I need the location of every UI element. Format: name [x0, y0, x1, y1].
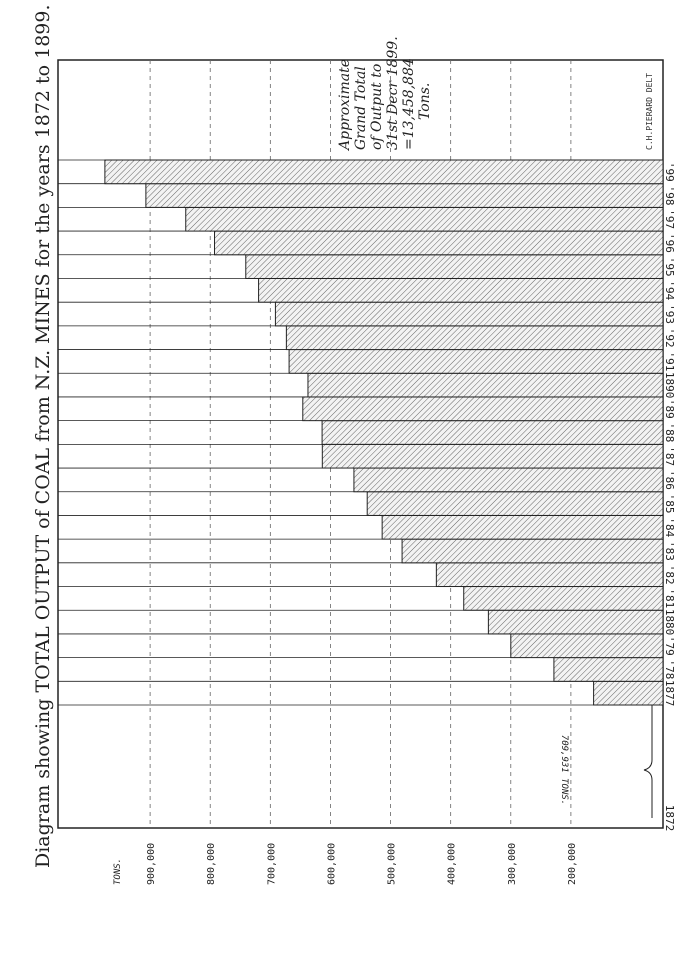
grand-total-line-2: Grand Total	[353, 66, 369, 150]
bar-96	[215, 231, 663, 255]
bar-86	[354, 468, 663, 492]
year-label: '95	[663, 256, 676, 277]
grand-total-line-5: =13,458,884	[401, 58, 417, 150]
bar-88	[322, 421, 663, 445]
chart-title: Diagram showing TOTAL OUTPUT of COAL from N.Z. MINES for the years 1872 to 1899.	[32, 4, 54, 868]
bar-1890	[308, 373, 663, 397]
x-tick-labels	[146, 843, 578, 885]
x-tick-label: 900,000	[146, 842, 158, 885]
year-label: 1880	[663, 608, 676, 636]
year-label: '84	[663, 517, 676, 538]
bar-78	[554, 658, 663, 682]
year-label: '83	[663, 541, 676, 561]
year-label: '97	[663, 209, 676, 230]
bar-85	[367, 492, 663, 516]
year-label: '88	[663, 422, 676, 443]
bar-92	[286, 326, 663, 350]
bar-83	[402, 539, 663, 563]
year-label: '92	[663, 327, 676, 348]
year-label: '99	[663, 161, 676, 182]
year-label: '94	[663, 280, 676, 301]
x-tick-label: 500,000	[386, 842, 398, 885]
year-label: 1872	[663, 804, 676, 832]
bar-93	[275, 302, 663, 326]
year-label: '85	[663, 493, 676, 514]
year-label: 1890	[663, 371, 676, 399]
bar-97	[186, 207, 663, 231]
grand-total-line-4: 31st Decr 1899.	[385, 36, 401, 150]
bar-99	[105, 160, 663, 184]
bar-94	[259, 278, 663, 302]
year-label: '91	[663, 351, 676, 372]
x-tick-label: 300,000	[506, 842, 518, 885]
bar-82	[436, 563, 663, 587]
year-label: '82	[663, 564, 676, 585]
year-label: 1877	[663, 679, 676, 707]
bar-91	[289, 350, 663, 374]
year-label: '87	[663, 446, 676, 467]
bar-84	[382, 515, 663, 539]
x-tick-label: 200,000	[566, 842, 578, 885]
year-label: '81	[663, 588, 676, 609]
year-label: '93	[663, 304, 676, 324]
year-label: '89	[663, 398, 676, 419]
bar-1880	[488, 610, 663, 634]
year-labels	[663, 162, 676, 831]
bar-81	[464, 587, 663, 611]
year-label: '86	[663, 469, 676, 490]
bar-87	[322, 444, 663, 468]
x-tick-label: 400,000	[446, 842, 458, 885]
gap-annotation: 709,931 TONS.	[559, 734, 569, 806]
x-tick-label: 800,000	[206, 842, 218, 885]
bar-1877	[594, 681, 663, 705]
credit-text: C.H.PIERARD DELT	[645, 72, 654, 150]
unit-label: TONS.	[113, 857, 123, 885]
bars	[58, 160, 663, 705]
bar-79	[511, 634, 663, 658]
x-tick-label: 600,000	[326, 842, 338, 885]
bar-95	[246, 255, 663, 279]
grand-total-line-1: Approximate	[337, 58, 353, 150]
year-label: '96	[663, 232, 676, 253]
year-label: '79	[663, 635, 676, 656]
year-label: '78	[663, 659, 676, 680]
bar-89	[303, 397, 663, 421]
bar-98	[146, 184, 663, 208]
grand-total-line-3: of Output to	[369, 63, 385, 150]
year-label: '98	[663, 185, 676, 206]
grand-total-line-6: Tons.	[417, 82, 433, 120]
x-tick-label: 700,000	[266, 842, 278, 885]
